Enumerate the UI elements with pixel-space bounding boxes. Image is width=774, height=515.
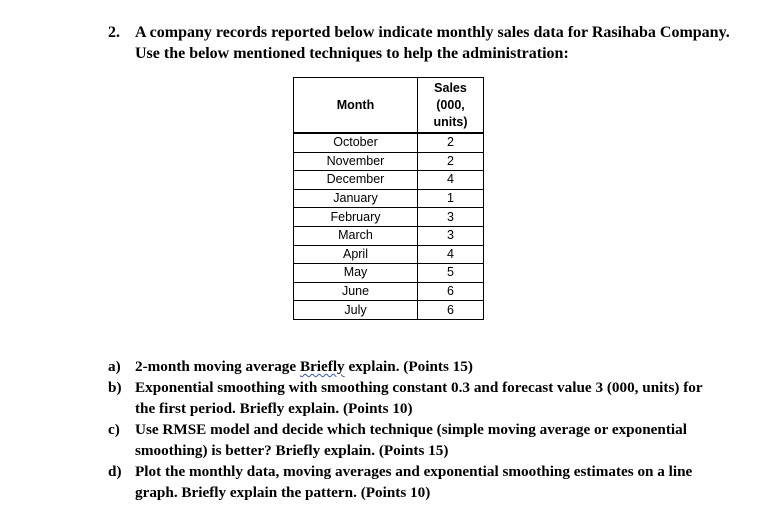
sub-question-text: Exponential smoothing with smoothing constant 0.3 and forecast value 3 (000, units) for the first period. Briefly explain. (Points 10): [135, 379, 703, 417]
sub-question-label: c): [108, 421, 120, 438]
sales-column-header: Sales (000, units): [418, 78, 484, 134]
month-cell: December: [294, 171, 418, 190]
sub-question-label: b): [108, 379, 122, 396]
month-cell: November: [294, 152, 418, 171]
table-row: [294, 245, 484, 264]
month-cell: February: [294, 208, 418, 227]
sales-cell: 4: [418, 245, 484, 264]
table-row: [294, 226, 484, 245]
table-row: [294, 152, 484, 171]
month-cell: March: [294, 226, 418, 245]
sales-cell: 5: [418, 264, 484, 283]
sub-question-text-end: explain. (Points 15): [344, 358, 473, 375]
sub-question-label: d): [108, 463, 122, 480]
spellcheck-flagged-word: Briefly: [299, 358, 345, 375]
month-cell: June: [294, 282, 418, 301]
month-cell: October: [294, 133, 418, 152]
month-cell: May: [294, 264, 418, 283]
table-row: [294, 171, 484, 190]
table-header-row: [294, 78, 484, 134]
question-header: [108, 22, 748, 64]
table-row: [294, 133, 484, 152]
month-cell: April: [294, 245, 418, 264]
sub-question-c: [108, 419, 708, 461]
sub-question-b: [108, 377, 708, 419]
month-cell: July: [294, 301, 418, 320]
sub-question-text: Use RMSE model and decide which technique (simple moving average or exponential smoothing) is better? Briefly explain. (Points 15): [135, 421, 687, 459]
sub-question-d: [108, 461, 708, 503]
sub-question-a: [108, 356, 708, 377]
sales-cell: 6: [418, 282, 484, 301]
sub-question-text: Plot the monthly data, moving averages and exponential smoothing estimates on a line graph. Briefly explain the pattern. (Points 10): [135, 463, 693, 501]
table-row: [294, 301, 484, 320]
sales-cell: 3: [418, 208, 484, 227]
month-column-header: Month: [294, 78, 418, 134]
sales-cell: 2: [418, 133, 484, 152]
sales-cell: 4: [418, 171, 484, 190]
question-text: A company records reported below indicate monthly sales data for Rasihaba Company. Use the below mentioned techniques to help the administration:: [135, 24, 730, 62]
sub-question-label: a): [108, 358, 121, 375]
table-row: [294, 208, 484, 227]
table-row: [294, 264, 484, 283]
sales-cell: 2: [418, 152, 484, 171]
month-cell: January: [294, 189, 418, 208]
table-row: [294, 189, 484, 208]
sales-cell: 1: [418, 189, 484, 208]
sales-cell: 3: [418, 226, 484, 245]
question-number: 2.: [108, 24, 120, 41]
sub-question-text-start: 2-month moving average: [135, 358, 300, 375]
sales-table: [293, 77, 484, 320]
sales-cell: 6: [418, 301, 484, 320]
table-row: [294, 282, 484, 301]
sub-question-list: [108, 356, 708, 503]
